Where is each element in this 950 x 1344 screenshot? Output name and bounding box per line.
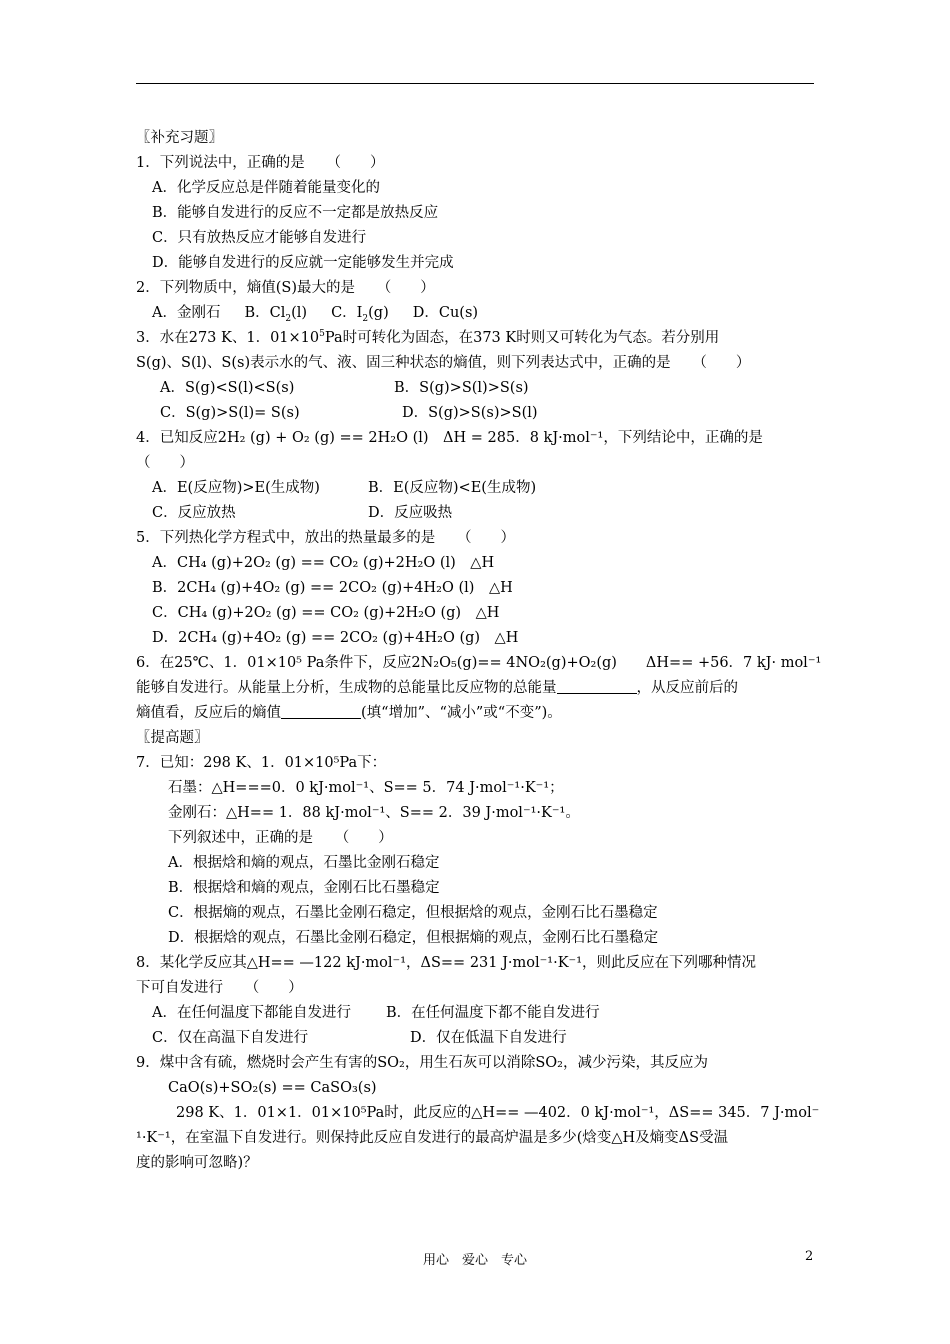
- question-1-stem: 1．下列说法中，正确的是 （ ）: [136, 155, 385, 171]
- question-4-line2: （ ）: [136, 455, 194, 471]
- q7-option-b: B．根据焓和熵的观点，金刚石比石墨稳定: [168, 880, 440, 896]
- section-heading: 〖补充习题〗: [136, 130, 223, 146]
- question-7-stem: 7．已知：298 K、1．01×10⁵Pa下：: [136, 755, 387, 771]
- q4-options-cd: C．反应放热 D．反应吸热: [152, 505, 453, 521]
- q1-option-a: A．化学反应总是伴随着能量变化的: [152, 180, 380, 196]
- q7-data-diamond: 金刚石：△H== 1．88 kJ·mol⁻¹、S== 2．39 J·mol⁻¹·K⁻¹。: [168, 805, 580, 821]
- question-8-line1: 8．某化学反应其△H== —122 kJ·mol⁻¹，ΔS== 231 J·mol⁻¹·K⁻¹，则此反应在下列哪种情况: [136, 955, 757, 971]
- question-6-line1: 6．在25℃、1．01×10⁵ Pa条件下，反应2N₂O₅(g)== 4NO₂(g)+O₂(g) ΔH== +56．7 kJ· mol⁻¹: [136, 655, 822, 671]
- q1-option-b: B．能够自发进行的反应不一定都是放热反应: [152, 205, 439, 221]
- q2-options: A．金刚石 B．$Cl_2(l)$ C．$I_2(g)$ D．Cu(s): [152, 305, 479, 324]
- q8-options-ab: A．在任何温度下都能自发进行 B．在任何温度下都不能自发进行: [152, 1005, 600, 1021]
- q5-option-b: B．2CH₄ (g)+4O₂ (g) == 2CO₂ (g)+4H₂O (l) △H: [152, 580, 513, 596]
- question-9-line3: 298 K、1．01×1．01×10⁵Pa时，此反应的△H== —402．0 kJ·mol⁻¹，ΔS== 345．7 J·mol⁻: [176, 1105, 820, 1121]
- question-6-line2: 能够自发进行。从能量上分析，生成物的总能量比反应物的总能量 ，从反应前后的: [136, 680, 738, 696]
- question-9-line1: 9．煤中含有硫，燃烧时会产生有害的SO₂，用生石灰可以消除SO₂，减少污染，其反应为: [136, 1055, 708, 1071]
- document-body: [136, 126, 822, 1176]
- header-rule: [136, 83, 814, 84]
- q7-option-c: C．根据熵的观点，石墨比金刚石稳定，但根据焓的观点，金刚石比石墨稳定: [168, 905, 658, 921]
- question-9-line5: 度的影响可忽略)？: [136, 1155, 258, 1171]
- q1-option-c: C．只有放热反应才能够自发进行: [152, 230, 367, 246]
- q5-option-c: C．CH₄ (g)+2O₂ (g) == CO₂ (g)+2H₂O (g) △H: [152, 605, 500, 621]
- page-footer: 用心 爱心 专心: [422, 1253, 527, 1268]
- q9-equation: CaO(s)+SO₂(s) == CaSO₃(s): [168, 1080, 377, 1096]
- question-5-stem: 5．下列热化学方程式中，放出的热量最多的是 （ ）: [136, 530, 515, 546]
- q5-option-d: D．2CH₄ (g)+4O₂ (g) == 2CO₂ (g)+4H₂O (g) △H: [152, 630, 519, 646]
- question-2-stem: 2．下列物质中，熵值(S)最大的是 （ ）: [136, 280, 435, 296]
- q8-options-cd: C．仅在高温下自发进行 D．仅在低温下自发进行: [152, 1030, 567, 1046]
- page-number: 2: [805, 1249, 814, 1264]
- q7-option-a: A．根据焓和熵的观点，石墨比金刚石稳定: [168, 855, 440, 871]
- answer-blank[interactable]: [557, 679, 637, 694]
- question-3-line2: S(g)、S(l)、S(s)表示水的气、液、固三种状态的熵值，则下列表达式中，正确的是 （ ）: [136, 355, 751, 371]
- q3-options-cd: C．S(g)>S(l)= S(s) D．S(g)>S(s)>S(l): [160, 405, 538, 421]
- question-3-line1: 3．水在273 K、1．$01\times 10^5Pa$时可转化为固态，在373 K时则又可转化为气态。若分别用: [136, 329, 720, 346]
- q4-options-ab: A．E(反应物)>E(生成物) B．E(反应物)<E(生成物): [152, 480, 537, 496]
- q7-prompt: 下列叙述中，正确的是 （ ）: [168, 830, 393, 846]
- q3-options-ab: A．S(g)<S(l)<S(s) B．S(g)>S(l)>S(s): [160, 380, 529, 396]
- section-heading: 〖提高题〗: [136, 730, 209, 746]
- question-8-line2: 下可自发进行 （ ）: [136, 980, 303, 996]
- question-9-line4: ¹·K⁻¹，在室温下自发进行。则保持此反应自发进行的最高炉温是多少(焓变△H及熵变ΔS受温: [136, 1130, 729, 1146]
- question-6-line3: 熵值看，反应后的熵值 (填“增加”、“减小”或“不变”)。: [136, 705, 562, 721]
- answer-blank[interactable]: [281, 704, 361, 719]
- q5-option-a: A．CH₄ (g)+2O₂ (g) == CO₂ (g)+2H₂O (l) △H: [152, 555, 495, 571]
- q1-option-d: D．能够自发进行的反应就一定能够发生并完成: [152, 255, 454, 271]
- question-4-line1: 4．已知反应2H₂ (g) + O₂ (g) == 2H₂O (l) ΔH = 285．8 kJ·mol⁻¹，下列结论中，正确的是: [136, 430, 763, 446]
- q7-option-d: D．根据焓的观点，石墨比金刚石稳定，但根据熵的观点，金刚石比石墨稳定: [168, 930, 659, 946]
- q7-data-graphite: 石墨：△H===0．0 kJ·mol⁻¹、S== 5．74 J·mol⁻¹·K⁻¹；: [168, 780, 564, 796]
